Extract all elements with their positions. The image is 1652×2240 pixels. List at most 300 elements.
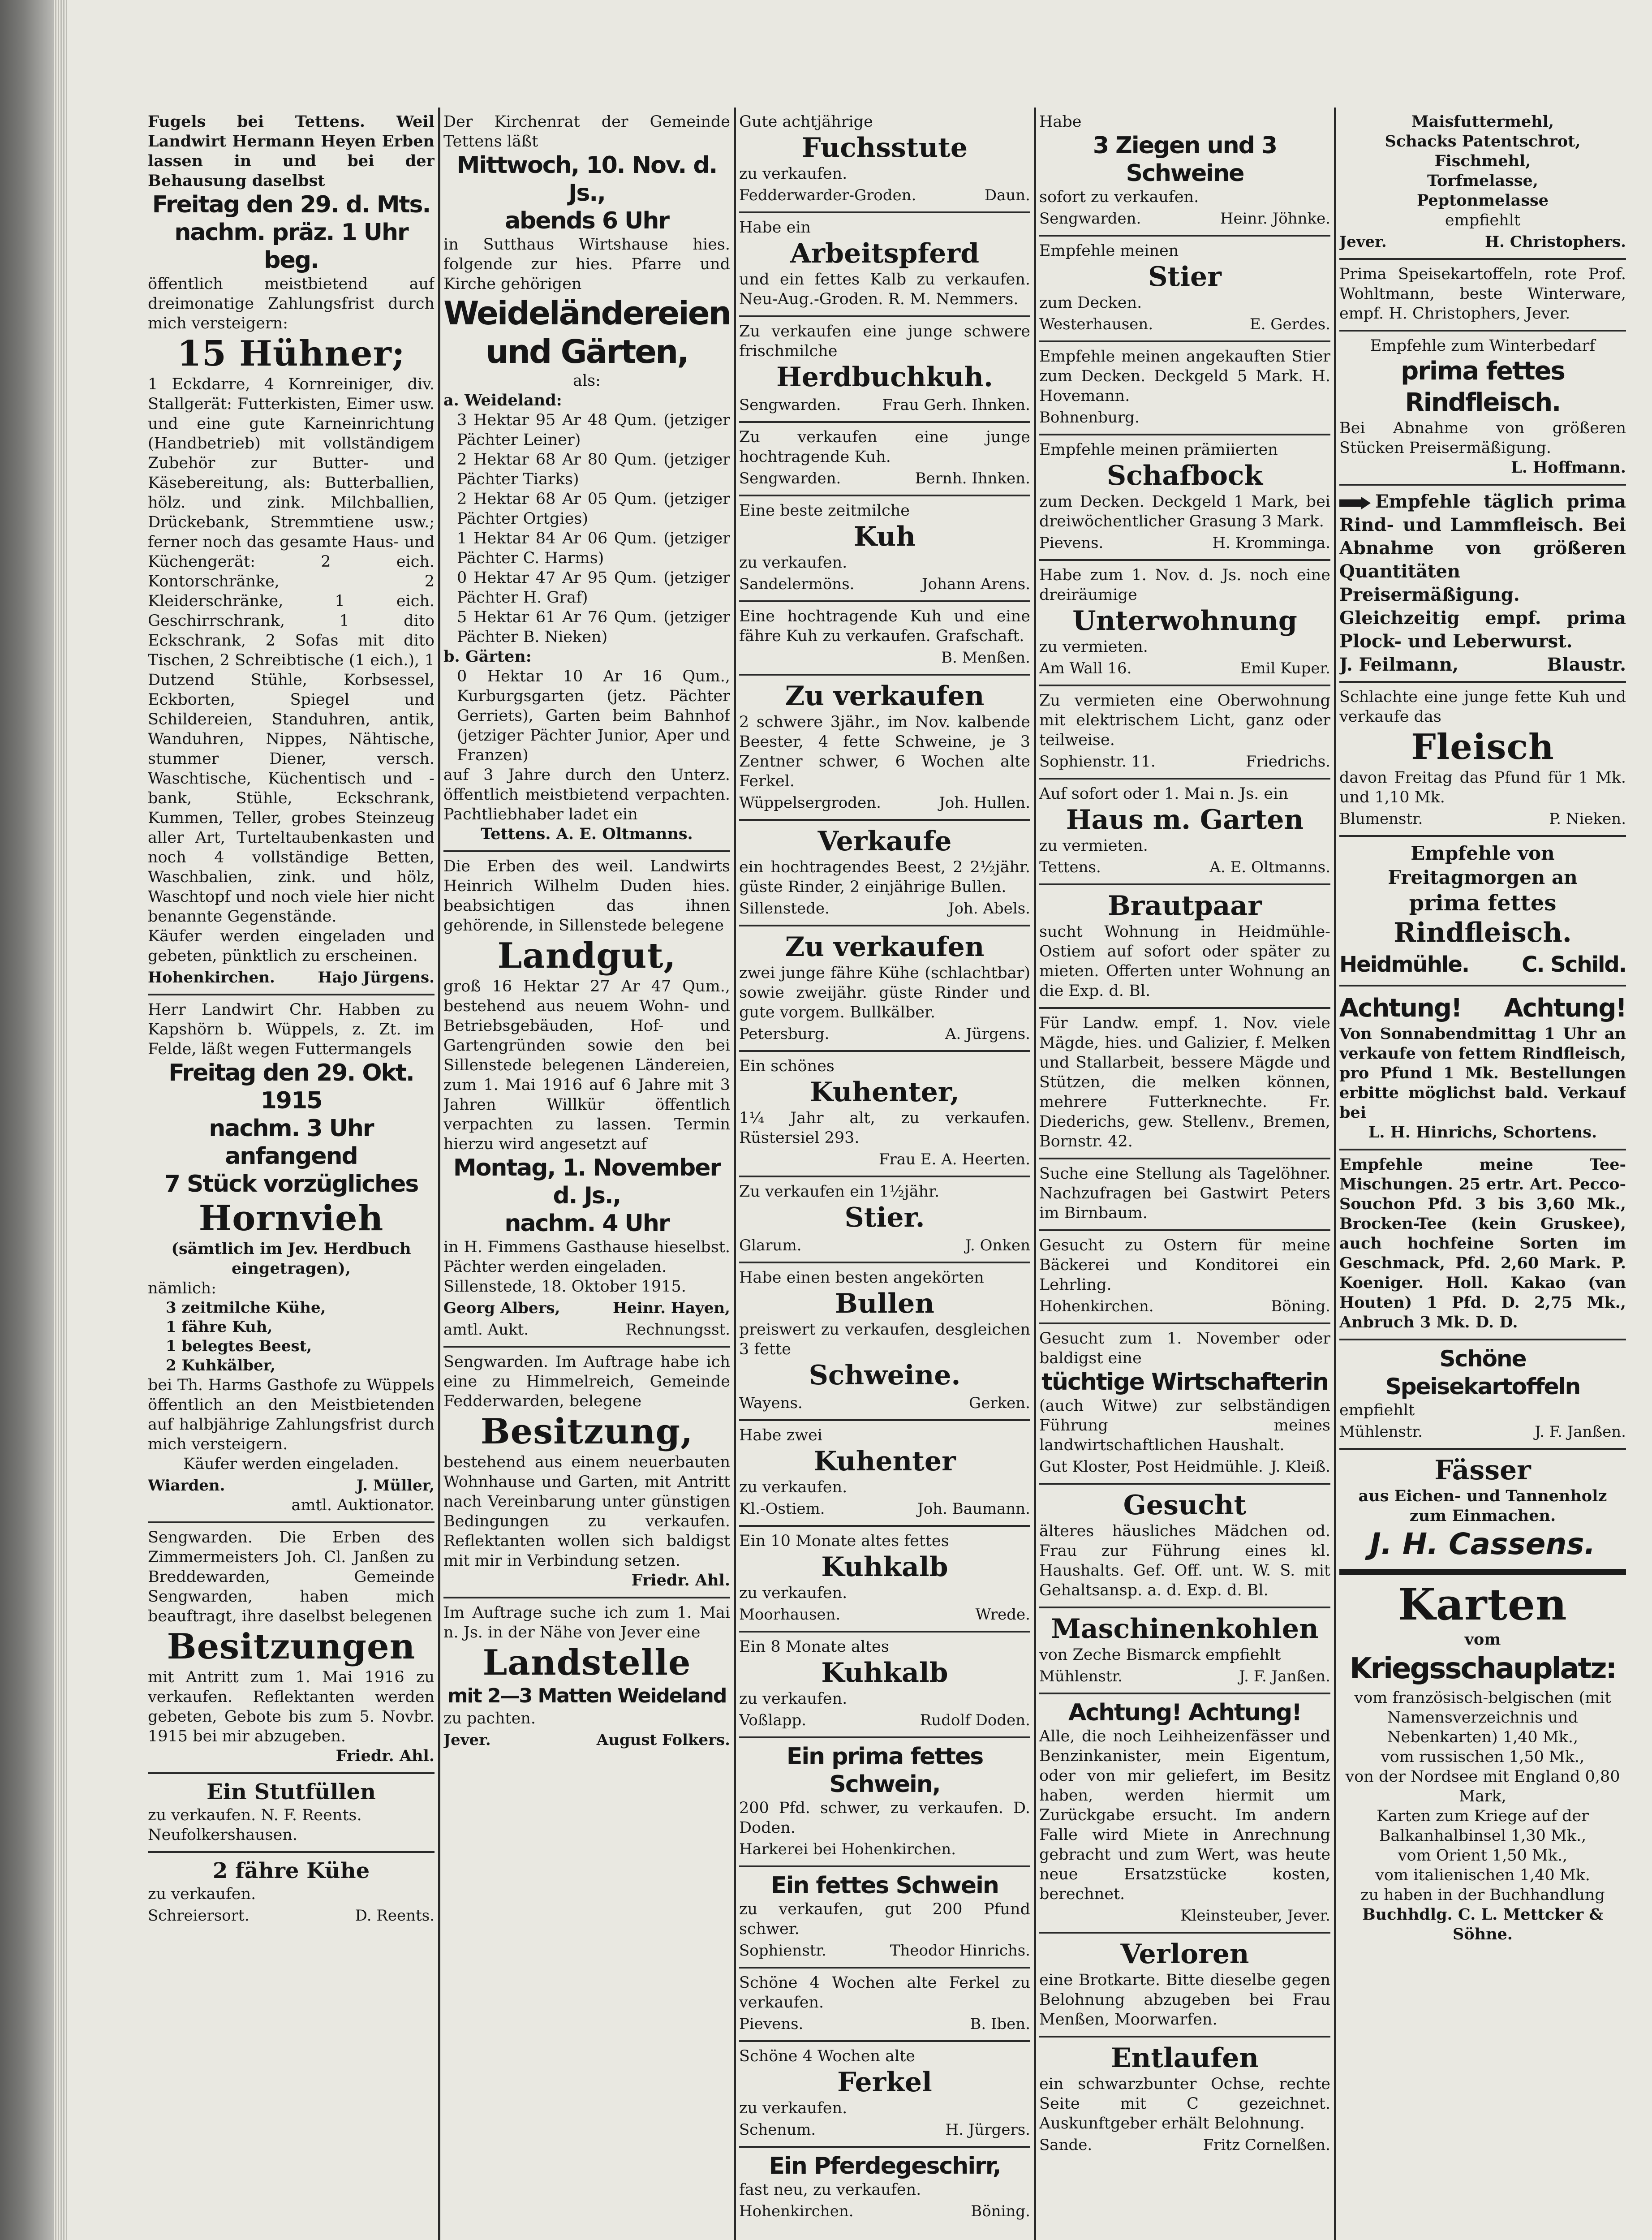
- ad-name: E. Gerdes.: [1249, 315, 1330, 333]
- ad-pre: Gesucht zum 1. November oder baldigst eine: [1039, 1330, 1330, 1367]
- ad-place: Sillenstede.: [739, 900, 830, 918]
- ad-pre: Suche eine Stellung als Tagelöhner. Nachzufragen bei Gastwirt Peters im Birnbaum.: [1039, 1165, 1330, 1222]
- ad-name: J. Onken: [965, 1236, 1030, 1254]
- ad-intro: Der Kirchenrat der Gemeinde Tettens läßt: [443, 113, 730, 151]
- ad-place: Sophienstr.: [739, 1942, 826, 1960]
- ad-place: Blaustr.: [1547, 654, 1626, 675]
- ad-headline: Fuchsstute: [801, 132, 968, 164]
- ad-headline: Bullen: [835, 1288, 934, 1319]
- classified-ad: [1039, 1934, 1330, 2038]
- classified-ad: [1039, 1324, 1330, 1485]
- ad-pre: Habe: [1039, 113, 1082, 131]
- ad-headline: Schweine.: [809, 1360, 961, 1391]
- ad-time: nachm. 3 Uhr anfangend: [209, 1115, 374, 1170]
- ad-text: in Sutthaus Wirtshause hies. folgende zur hies. Pfarre und Kirche gehörigen: [443, 236, 730, 293]
- column-rule: [734, 108, 736, 2240]
- ad-pre: Habe einen besten angekörten: [739, 1269, 984, 1287]
- ad-line: vom russischen 1,50 Mk.,: [1381, 1748, 1585, 1766]
- classified-ad: [739, 1969, 1030, 2042]
- ad-text: sucht Wohnung in Heidmühle-Ostiem auf sofort oder später zu mieten. Offerten unter Wohnung an die Exp. d. Bl.: [1039, 923, 1330, 1000]
- ad-headline: Fässer: [1434, 1455, 1531, 1486]
- ad-name: H. Kromminga.: [1212, 534, 1330, 552]
- ad-headline-right: Achtung!: [1504, 994, 1626, 1023]
- ad-name: P. Nieken.: [1549, 810, 1626, 828]
- ad-headline: Ein Stutfüllen: [206, 1779, 376, 1805]
- ad-line: vom Orient 1,50 Mk.,: [1398, 1847, 1568, 1865]
- ad-name: Böning.: [971, 2202, 1030, 2220]
- ad-line: Fischmehl,: [1434, 152, 1531, 170]
- classified-ad: [1039, 1485, 1330, 1608]
- ad-signature: Tettens. A. E. Oltmanns.: [481, 825, 693, 843]
- ad-headline: [1339, 993, 1626, 1024]
- ad-pre: Ein 10 Monate altes fettes: [739, 1532, 949, 1550]
- ad-headline: Entlaufen: [1111, 2042, 1259, 2074]
- ad-headline: prima fettes: [1409, 891, 1557, 916]
- ad-name: Bernh. Ihnken.: [915, 470, 1030, 487]
- ad-signature: [1339, 951, 1626, 978]
- ad-subtitle: mit 2—3 Matten Weideland: [447, 1684, 727, 1707]
- ad-line: Torfmelasse,: [1427, 172, 1538, 190]
- ad-text: 200 Pfd. schwer, zu verkaufen. D. Doden.: [739, 1799, 1030, 1837]
- ad-place: Sande.: [1039, 2136, 1093, 2154]
- ad-signature: L. H. Hinrichs, Schortens.: [1368, 1123, 1597, 1142]
- ad-body: groß 16 Hektar 27 Ar 47 Qum., bestehend aus neuem Wohn- und Betriebsgebäuden, Hof- und Gartengründen sowie den bei Sillenstede belegenen Ländereien, zum 1. Mai 1916 auf 6 Jahre mit 3 Jahren Willkür öffentlich verpachten zu lassen. Termin hierzu wird angesetzt auf: [443, 978, 730, 1153]
- ad-text: davon Freitag das Pfund für 1 Mk. und 1,10 Mk.: [1339, 769, 1626, 806]
- ad-headline: 15 Hühner;: [177, 333, 405, 374]
- ad-name: Heinr. Hayen,: [613, 1299, 730, 1317]
- classified-ad: [739, 1052, 1030, 1177]
- ad-headline: Fleisch: [1411, 727, 1554, 767]
- ad-name: B. Menßen.: [941, 649, 1030, 667]
- ad-name: Frau Gerh. Ihnken.: [882, 396, 1030, 414]
- classified-ad: [1039, 561, 1330, 686]
- ad-pre: Schöne 4 Wochen alte: [739, 2047, 915, 2065]
- ad-name: Friedrichs.: [1246, 753, 1330, 771]
- ad-name: Rudolf Doden.: [920, 1711, 1030, 1729]
- sale-ad-besitzung: [443, 1348, 730, 1598]
- ad-headline: tüchtige Wirtschafterin: [1041, 1369, 1328, 1396]
- barrel-ad: [1339, 1450, 1626, 1575]
- ad-text: eine Brotkarte. Bitte dieselbe gegen Belohnung abzugeben bei Frau Menßen, Moorwarfen.: [1039, 1971, 1330, 2029]
- ad-text: [1339, 490, 1626, 653]
- classified-ad: [739, 108, 1030, 213]
- ad-place: Heidmühle.: [1339, 952, 1469, 977]
- ad-place: Tettens.: [1039, 858, 1101, 876]
- ad-signature: [739, 1236, 1030, 1255]
- meat-ad-feilmann: [1339, 486, 1626, 683]
- ad-text: Empfehle meine Tee-Mischungen. 25 ertr. Art. Pecco-Souchon Pfd. 3 bis 3,60 Mk., Brocken-Tee (kein Gruskee), auch hochfeine Sorten im Geschmack, Pfd. 2,60 Mark. P. Koeniger. Holl. Kakao (van Houten) 1 Pfd. D. 2,75 Mk., Anbruch 3 Mk. D. D.: [1339, 1155, 1626, 1331]
- ad-signature: [739, 1605, 1030, 1624]
- ad-intro: Sengwarden. Im Auftrage habe ich eine zu Himmelreich, Gemeinde Fedderwarden, belegene: [443, 1353, 730, 1410]
- ad-headline-left: Achtung!: [1339, 994, 1462, 1023]
- ad-intro: Die Erben des weil. Landwirts Heinrich Wilhelm Duden hies. beabsichtigen das ihnen gehörende, in Sillenstede belegene: [443, 857, 730, 935]
- ad-place: Fedderwarder-Groden.: [739, 186, 916, 204]
- lease-ad-landgut: [443, 852, 730, 1348]
- lease-ad-landstelle: [443, 1598, 730, 1756]
- ad-headline: Landstelle: [482, 1642, 691, 1683]
- auction-ad-fugels: [148, 108, 435, 995]
- classified-ad: [739, 1867, 1030, 1969]
- ad-headline: Kuhkalb: [821, 1657, 948, 1689]
- classified-ad: [1039, 1009, 1330, 1159]
- ad-headline: Stier.: [844, 1202, 925, 1233]
- classified-ad: [739, 676, 1030, 821]
- classified-ad: [1039, 686, 1330, 780]
- ad-als: als:: [573, 372, 601, 390]
- ad-line: vom italienischen 1,40 Mk.: [1375, 1866, 1590, 1884]
- ad-name: A. E. Oltmanns.: [1209, 858, 1330, 876]
- ad-place: Hohenkirchen.: [148, 969, 275, 986]
- ad-item: 2 Kuhkälber,: [166, 1357, 275, 1374]
- ad-intro: Fugels bei Tettens. Weil Landwirt Hermann Heyen Erben lassen in und bei der Behausung daselbst: [148, 112, 435, 190]
- ad-line: von der Nordsee mit England 0,80 Mark,: [1345, 1768, 1620, 1805]
- ad-text: zu haben in der Buchhandlung: [1360, 1886, 1605, 1904]
- ad-headline: Maschinenkohlen: [1051, 1613, 1319, 1645]
- classified-ad: [1039, 342, 1330, 435]
- ad-name: J. Feilmann,: [1339, 654, 1459, 675]
- ad-headline: Kuhenter,: [810, 1077, 959, 1108]
- ad-name: D. Reents.: [355, 1907, 435, 1925]
- ad-name: August Folkers.: [596, 1731, 730, 1749]
- ad-vom: vom: [1464, 1630, 1501, 1649]
- ad-pre: Auf sofort oder 1. Mai n. Js. ein: [1039, 785, 1288, 803]
- ad-place: Harkerei bei Hohenkirchen.: [739, 1840, 956, 1858]
- ad-text: 2 schwere 3jähr., im Nov. kalbende Beester, 4 fette Schweine, je 3 Zentner schwer, 6 Wochen alte Ferkel.: [739, 713, 1030, 790]
- ad-text: zu vermieten.: [1039, 638, 1148, 656]
- ad-name: Kleinsteuber, Jever.: [1180, 1907, 1330, 1925]
- classified-ad: [739, 1738, 1030, 1867]
- ad-text: aus Eichen- und Tannenholz zum Einmachen.: [1358, 1487, 1607, 1525]
- ad-name: J. Kleiß.: [1270, 1458, 1330, 1476]
- ad-brand: J. H. Cassens.: [1370, 1527, 1596, 1561]
- ad-text: zu pachten.: [443, 1710, 536, 1727]
- ad-time: nachm. 4 Uhr: [504, 1210, 669, 1237]
- ad-item: 5 Hektar 61 Ar 76 Qum. (jetziger Pächter B. Nieken): [457, 608, 730, 646]
- ad-headline: Brautpaar: [1108, 890, 1262, 922]
- ad-place: Hohenkirchen.: [739, 2202, 854, 2220]
- ad-signature: L. Hoffmann.: [1511, 458, 1626, 477]
- ad-text: Alle, die noch Leihheizenfässer und Benzinkanister, mein Eigentum, oder von mir geliefert, im Besitz haben, werden hiermit um Zurückgabe ersucht. Im andern Falle wird Miete in Anrechnung gebracht und zum Wert, was heute neue Ersatzstücke kosten, berechnet.: [1039, 1727, 1330, 1903]
- ad-pre: Empfehle meinen: [1039, 242, 1179, 260]
- ad-signature: [1039, 408, 1330, 427]
- ad-text: zu verkaufen.: [739, 2099, 848, 2117]
- ad-headline: Verloren: [1120, 1938, 1249, 1970]
- beef-ad-hoffmann: [1339, 332, 1626, 486]
- ad-text: ein hochtragendes Beest, 2 2½jähr. güste Rinder, 2 einjährige Bullen.: [739, 858, 1030, 896]
- ad-text: zu vermieten.: [1039, 837, 1148, 855]
- ad-place: Hohenkirchen.: [1039, 1297, 1154, 1315]
- ad-footer: Käufer werden eingeladen und gebeten, pünktlich zu erscheinen.: [148, 927, 435, 965]
- classified-ad: [1039, 780, 1330, 885]
- ad-signature: [739, 2120, 1030, 2140]
- classified-ad: [739, 1527, 1030, 1633]
- ad-place: Am Wall 16.: [1039, 659, 1132, 677]
- ad-text: bei Th. Harms Gasthofe zu Wüppels öffentlich an den Meistbietenden auf halbjährige Zahlungsfrist durch mich versteigern.: [148, 1376, 435, 1453]
- ad-name: H. Christophers.: [1485, 233, 1626, 251]
- sale-ad-besitzungen: [148, 1523, 435, 1774]
- ad-signature: [1039, 659, 1330, 678]
- ad-place: Mühlenstr.: [1039, 1667, 1123, 1685]
- ad-headline: und Gärten,: [486, 333, 688, 370]
- ad-name: Hajo Jürgens.: [318, 969, 435, 986]
- ad-signature: [443, 1730, 730, 1750]
- column-rule: [438, 108, 440, 2240]
- ad-signature: [443, 1298, 730, 1318]
- ad-body: 1 Eckdarre, 4 Kornreiniger, div. Stallgerät: Futterkisten, Eimer usw. und eine gute Karneinrichtung (Handbetrieb) mit vollständigem Zubehör zur Butter- und Käsebereitung, als: Butterballien, hölz. und zink. Milchballien, Drückebank, Stremmtiene usw.; ferner noch das gesamte Haus- und Küchengerät: 2 eich. Kontorschränke, 2 Kleiderschränke, 1 eich. Geschirrschrank, 1 dito Eckschrank, 2 Sofas mit dito Tischen, 2 Schreibtische (1 eich.), 1 Dutzend Stühle, Korbsessel, Eckborten, Spiegel und Schildereien, Standuhren, antik, Wanduhren, Nippes, Nähtische, stummer Diener, versch. Waschtische, Küchentisch und -bank, Stühle, Eckschrank, Kummen, Teller, grobes Steinzeug aller Art, Turteltaubenkasten und noch 4 vollständige Betten, Waschbalien, zink. und hölz, Waschtopf und noch viele hier nicht benannte Gegenstände.: [148, 375, 435, 926]
- ad-headline: Schöne Speisekartoffeln: [1385, 1346, 1580, 1400]
- ad-signature: [148, 968, 435, 987]
- ad-text: zu verkaufen.: [739, 554, 848, 572]
- ad-signature: [739, 1941, 1030, 1960]
- classified-ad: [1039, 237, 1330, 342]
- ad-text: zum Decken. Deckgeld 1 Mark, bei dreiwöchentlicher Grasung 3 Mark.: [1039, 493, 1330, 530]
- ad-place: Gut Kloster, Post Heidmühle.: [1039, 1458, 1263, 1476]
- ad-text: Prima Speisekartoffeln, rote Prof. Wohltmann, beste Winterware, empf. H. Christophers, Jever.: [1339, 265, 1626, 323]
- ad-signature: [1039, 533, 1330, 553]
- ad-headline: prima fettes Rindfleisch.: [1401, 357, 1565, 417]
- ad-headline: Ferkel: [837, 2067, 932, 2098]
- ad-text: in H. Fimmens Gasthause hieselbst. Pächter werden eingeladen.: [443, 1238, 730, 1276]
- ad-item: 1 fähre Kuh,: [166, 1318, 273, 1336]
- ad-signature: [1039, 1906, 1330, 1926]
- ad-place: Glarum.: [739, 1236, 802, 1254]
- ad-place: Neufolkershausen.: [148, 1826, 298, 1844]
- ad-headline: Ein Pferdegeschirr,: [769, 2153, 1001, 2180]
- classified-ad: [1039, 1159, 1330, 1231]
- ad-headline: Landgut,: [497, 935, 676, 976]
- tea-ad: [1339, 1150, 1626, 1340]
- ad-headline: Haus m. Garten: [1066, 804, 1304, 836]
- ad-headline: Stier: [1148, 261, 1222, 293]
- classified-ad: [1039, 885, 1330, 1009]
- classified-ad: [739, 1177, 1030, 1263]
- ad-text: Von Sonnabendmittag 1 Uhr an verkaufe von fettem Rindfleisch, pro Pfund 1 Mk. Bestellungen erbitte möglichst bald. Verkauf bei: [1339, 1025, 1626, 1122]
- ad-signature: [1339, 809, 1626, 829]
- ad-place: Pievens.: [1039, 534, 1104, 552]
- ad-text: zu verkaufen.: [148, 1885, 256, 1903]
- ad-intro: Im Auftrage suche ich zum 1. Mai n. Js. in der Nähe von Jever eine: [443, 1604, 730, 1641]
- ad-headline: 2 fähre Kühe: [212, 1858, 370, 1883]
- ad-signature: [739, 574, 1030, 594]
- ad-place: Sengwarden.: [1039, 210, 1141, 228]
- classified-ad: [739, 821, 1030, 926]
- ad-section: a. Weideland:: [443, 391, 562, 409]
- ad-footer: Käufer werden eingeladen.: [183, 1455, 399, 1473]
- ad-signature: [739, 1150, 1030, 1169]
- ad-place: Westerhausen.: [1039, 315, 1153, 333]
- ad-text: preiswert zu verkaufen, desgleichen 3 fette: [739, 1321, 1030, 1358]
- column-3: [739, 108, 1030, 2240]
- ad-date: Freitag den 29. Okt. 1915: [168, 1060, 414, 1114]
- ad-pre: Zu verkaufen ein 1½jähr.: [739, 1183, 940, 1201]
- classified-ad: [739, 1421, 1030, 1527]
- ad-item: 1 belegtes Beest,: [166, 1337, 312, 1355]
- ad-pre: Habe zum 1. Nov. d. Js. noch eine dreiräumige: [1039, 566, 1330, 604]
- ad-headline: Arbeitspferd: [790, 238, 980, 269]
- ad-pre: Habe zwei: [739, 1426, 822, 1444]
- auction-ad-hornvieh: [148, 995, 435, 1523]
- ad-date: Mittwoch, 10. Nov. d. Js.,: [456, 152, 717, 207]
- ad-signature: [739, 2014, 1030, 2034]
- ad-item: 0 Hektar 10 Ar 16 Qum., Kurburgsgarten (jetz. Pächter Gerriets), Garten beim Bahnhof (jetziger Pächter Junior, Aper und Franzen): [457, 668, 730, 764]
- classified-ad: [1039, 435, 1330, 561]
- ad-signature: [1039, 209, 1330, 228]
- beef-ad-hinrichs: [1339, 986, 1626, 1150]
- ad-signature: [739, 185, 1030, 205]
- ad-text: ein schwarzbunter Ochse, rechte Seite mit C gezeichnet. Auskunftgeber erhält Belohnung.: [1039, 2075, 1330, 2132]
- ad-place: Wiarden.: [148, 1477, 225, 1495]
- ad-line: Peptonmelasse: [1416, 191, 1549, 210]
- ad-signature: [739, 469, 1030, 488]
- ad-headline: Kriegsschauplatz:: [1349, 1652, 1616, 1685]
- ad-subhead: 7 Stück vorzügliches: [164, 1171, 418, 1198]
- beef-ad-schild: [1339, 837, 1626, 986]
- ad-place: Wayens.: [739, 1394, 803, 1412]
- ad-signature: [1039, 1667, 1330, 1686]
- ad-item: 0 Hektar 47 Ar 95 Qum. (jetziger Pächter H. Graf): [457, 569, 730, 607]
- ad-signature: [148, 1906, 435, 1926]
- ad-signature: [1339, 232, 1626, 252]
- ad-name: B. Iben.: [970, 2015, 1030, 2033]
- ad-text: empfiehlt: [1339, 1401, 1415, 1419]
- ad-title: amtl. Aukt.: [443, 1321, 529, 1339]
- ad-headline: Karten: [1398, 1579, 1567, 1630]
- ad-signature: [739, 1024, 1030, 1044]
- ad-headline: Zu verkaufen: [785, 681, 985, 712]
- ad-place: Sandelermöns.: [739, 575, 855, 593]
- ad-item: 3 Hektar 95 Ar 48 Qum. (jetziger Pächter Leiner): [457, 411, 730, 449]
- ad-place: Schenum.: [739, 2121, 816, 2139]
- pointing-hand-icon: [1339, 497, 1371, 509]
- meat-ad-nieken: [1339, 683, 1626, 837]
- ad-place: Blumenstr.: [1339, 810, 1423, 828]
- ad-pre: Ein schönes: [739, 1057, 835, 1075]
- ad-signature: [1039, 2135, 1330, 2155]
- ad-item: 1 Hektar 84 Ar 06 Qum. (jetziger Pächter C. Harms): [457, 530, 730, 567]
- ad-text: öffentlich meistbietend auf dreimonatige Zahlungsfrist durch mich versteigern:: [148, 275, 435, 332]
- ad-signature: [1039, 1457, 1330, 1477]
- ad-name: Daun.: [984, 186, 1030, 204]
- ad-intro: Herr Landwirt Chr. Habben zu Kapshörn b. Wüppels, z. Zt. im Felde, läßt wegen Futtermangels: [148, 1001, 435, 1058]
- ad-headline: Achtung! Achtung!: [1068, 1699, 1301, 1726]
- ad-name: Joh. Baumann.: [917, 1500, 1030, 1518]
- ad-time: nachm. präz. 1 Uhr beg.: [174, 219, 408, 274]
- ad-pre: Empfehle meinen angekauften Stier zum Decken. Deckgeld 5 Mark. H. Hovemann.: [1039, 348, 1330, 405]
- ad-signature: [1339, 1422, 1626, 1442]
- ad-signature: [1339, 655, 1626, 675]
- ad-pre: Empfehle zum Winterbedarf: [1370, 337, 1596, 355]
- ad-name: A. Jürgens.: [945, 1025, 1030, 1043]
- ad-headline: 3 Ziegen und 3 Schweine: [1093, 132, 1277, 187]
- ad-place: Bohnenburg.: [1039, 409, 1140, 426]
- ad-signature: Friedr. Ahl.: [631, 1571, 730, 1590]
- ad-text: zu verkaufen.: [739, 1584, 848, 1602]
- ad-place: Mühlenstr.: [1339, 1423, 1423, 1441]
- ad-headline: Besitzung,: [480, 1411, 693, 1452]
- ad-date: Freitag den 29. d. Mts.: [152, 191, 430, 218]
- ad-signature: [739, 1710, 1030, 1730]
- classified-ad: [1039, 2038, 1330, 2161]
- ad-pre: Zu verkaufen eine junge hochtragende Kuh.: [739, 428, 1030, 466]
- ad-place: Jever.: [1339, 233, 1387, 251]
- classified-ad: [739, 423, 1030, 496]
- ad-pre: Schlachte eine junge fette Kuh und verkaufe das: [1339, 688, 1626, 726]
- ad-name: J. F. Janßen.: [1535, 1423, 1626, 1441]
- ad-pre: Für Landw. empf. 1. Nov. viele Mägde, hies. und Galizier, f. Melken und Stallarbeit, bessere Mägde und Stützen, die melken können, mehrere Futterknechte. Fr. Diederichs, gew. Stellenv., Bremen, Bornstr. 42.: [1039, 1014, 1330, 1150]
- ad-headline: Ein fettes Schwein: [771, 1872, 998, 1899]
- ad-body: auf 3 Jahre durch den Unterz. öffentlich meistbietend verpachten. Pachtliebhaber ladet ein: [443, 766, 730, 823]
- sale-ad-kuehe: [148, 1853, 435, 1932]
- ad-text: zu verkaufen, gut 200 Pfund schwer.: [739, 1900, 1030, 1938]
- ad-text: zu verkaufen.: [739, 1478, 848, 1496]
- ad-name: J. F. Janßen.: [1239, 1667, 1330, 1685]
- classified-ad: [1039, 1231, 1330, 1324]
- ad-headline: Rindfleisch.: [1394, 917, 1572, 948]
- ad-item: 2 Hektar 68 Ar 05 Qum. (jetziger Pächter Ortgies): [457, 490, 730, 528]
- ad-signature: [1039, 1297, 1330, 1316]
- ad-headline: Herdbuchkuh.: [776, 362, 993, 393]
- ad-name: Fritz Cornelßen.: [1203, 2136, 1330, 2154]
- ad-headline: Hornvieh: [198, 1198, 384, 1239]
- column-1: [148, 108, 435, 2240]
- classified-ad: [739, 317, 1030, 423]
- ad-section: b. Gärten:: [443, 647, 532, 666]
- ad-name: H. Jürgers.: [945, 2121, 1030, 2139]
- column-rule: [1334, 108, 1336, 2240]
- advertisement-page: [148, 108, 1630, 2240]
- classified-ad: [739, 2042, 1030, 2148]
- ad-text-content: Empfehle täglich prima Rind- und Lammfleisch. Bei Abnahme von größeren Quantitäten Preisermäßigung. Gleichzeitig empf. prima Plock- und Leberwurst.: [1339, 491, 1626, 652]
- ad-name: Gerken.: [969, 1394, 1030, 1412]
- ad-text: Sengwarden. Die Erben des Zimmermeisters Joh. Cl. Janßen zu Breddewarden, Gemeinde Sengwarden, haben mich beauftragt, ihre daselbst belegenen: [148, 1529, 435, 1625]
- ad-item: 3 zeitmilche Kühe,: [166, 1299, 326, 1317]
- ad-signature: [739, 793, 1030, 813]
- ad-place: Wüppelsergroden.: [739, 794, 881, 812]
- ad-place: Petersburg.: [739, 1025, 830, 1043]
- ad-date: Montag, 1. November d. Js.,: [453, 1154, 721, 1209]
- feed-ad: [1339, 108, 1626, 260]
- ad-body: mit Antritt zum 1. Mai 1916 zu verkaufen. Reflektanten werden gebeten, Gebote bis zum 5. Novbr. 1915 bei mir abzugeben.: [148, 1668, 435, 1745]
- ad-headline: Kuhenter: [813, 1446, 956, 1477]
- ad-title: Rechnungsst.: [625, 1321, 730, 1339]
- ad-subtitle: (sämtlich im Jev. Herdbuch eingetragen),: [171, 1240, 411, 1278]
- ad-headline: Schafbock: [1106, 460, 1263, 491]
- ad-headline: Zu verkaufen: [785, 931, 985, 963]
- ad-signature: [148, 1476, 435, 1495]
- ad-name: Heinr. Jöhnke.: [1220, 210, 1330, 228]
- ad-text: älteres häusliches Mädchen od. Frau zur Führung eines kl. Haushalts. Gef. Off. unt. W. S. mit Gehaltsansp. a. d. Exp. d. Bl.: [1039, 1522, 1330, 1599]
- ad-name: Emil Kuper.: [1240, 659, 1330, 677]
- ad-place: Sillenstede, 18. Oktober 1915.: [443, 1278, 686, 1296]
- ad-headline: Kuh: [853, 521, 916, 552]
- ad-signature: [739, 395, 1030, 415]
- ad-place: Jever.: [443, 1731, 491, 1749]
- ad-signature: [1039, 752, 1330, 771]
- potato-ad-janssen: [1339, 1340, 1626, 1450]
- ad-pre: Schöne 4 Wochen alte Ferkel zu verkaufen.: [739, 1974, 1030, 2012]
- sale-ad-stutfuellen: [148, 1774, 435, 1853]
- column-4: [1039, 108, 1330, 2240]
- ad-name: Joh. Abels.: [948, 900, 1030, 918]
- ad-name: Johann Arens.: [922, 575, 1030, 593]
- classified-ad: [1039, 108, 1330, 237]
- ad-name: C. Schild.: [1522, 952, 1626, 977]
- ad-name: Theodor Hinrichs.: [890, 1942, 1030, 1960]
- ad-text: fast neu, zu verkaufen.: [739, 2181, 921, 2199]
- classified-ad: [1039, 1694, 1330, 1934]
- ad-text: und ein fettes Kalb zu verkaufen. Neu-Aug.-Groden. R. M. Nemmers.: [739, 271, 1030, 308]
- column-5: [1339, 108, 1626, 2240]
